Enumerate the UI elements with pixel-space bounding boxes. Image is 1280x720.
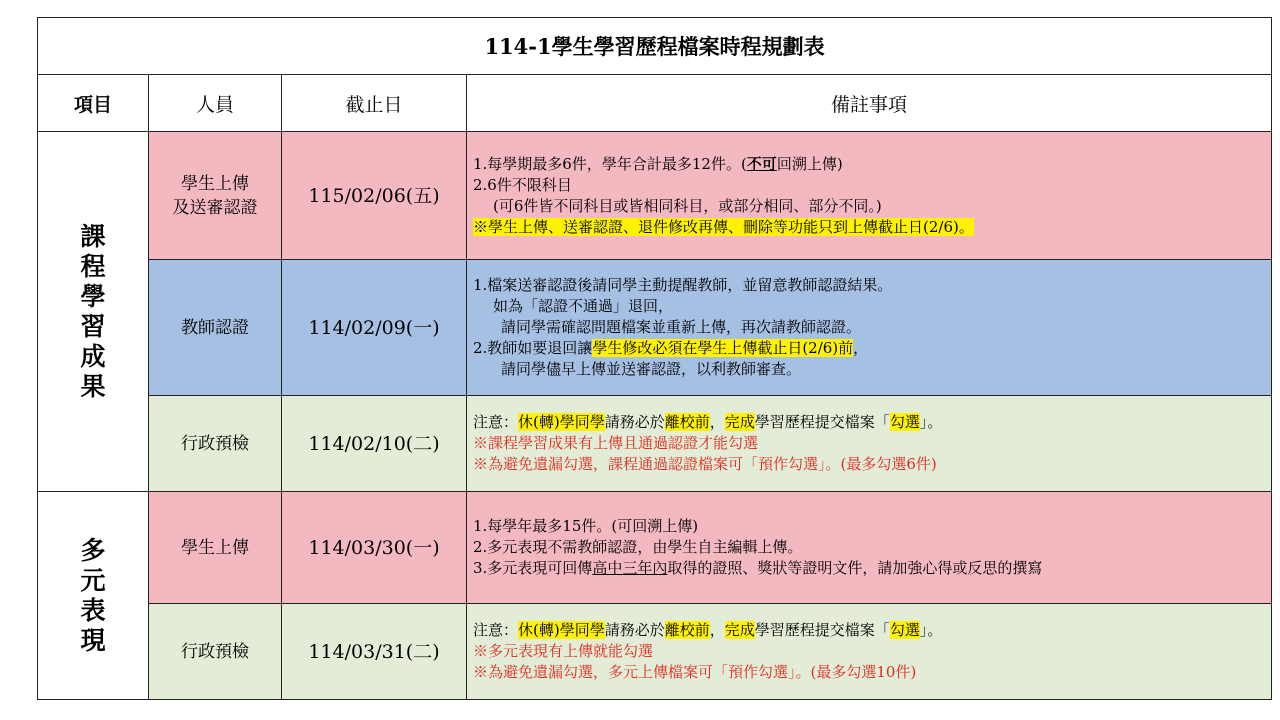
header-deadline: 截止日 — [282, 75, 467, 132]
category-course-results: 課 程 學 習 成 果 — [38, 132, 149, 492]
schedule-table — [37, 17, 1272, 700]
person-student-upload-review: 學生上傳 及送審認證 — [149, 132, 282, 260]
person-admin-precheck: 行政預檢 — [149, 604, 282, 700]
deadline-cell: 114/03/30(一) — [282, 492, 467, 604]
header-item: 項目 — [38, 75, 149, 132]
table-title: 114-1學生學習歷程檔案時程規劃表 — [38, 18, 1272, 75]
notes-cell: 1.每學年最多15件。(可回溯上傳) 2.多元表現不需教師認證，由學生自主編輯上傳。 3.多元表現可回傳高中三年內取得的證照、獎狀等證明文件，請加強心得或反思的撰寫 — [467, 492, 1272, 604]
deadline-cell: 114/03/31(二) — [282, 604, 467, 700]
person-teacher-certify: 教師認證 — [149, 260, 282, 396]
category-diverse-performance: 多 元 表 現 — [38, 492, 149, 700]
deadline-cell: 114/02/09(一) — [282, 260, 467, 396]
deadline-cell: 115/02/06(五) — [282, 132, 467, 260]
header-notes: 備註事項 — [467, 75, 1272, 132]
notes-cell: 1.檔案送審認證後請同學主動提醒教師，並留意教師認證結果。 如為「認證不通過」退回， 請同學需確認問題檔案並重新上傳，再次請教師認證。 2.教師如要退回讓學生修改必須在學生上傳截止日(2/6)前， 請同學儘早上傳並送審認證，以利教師審查。 — [467, 260, 1272, 396]
notes-cell: 注意：休(轉)學同學請務必於離校前，完成學習歷程提交檔案「勾選」。 ※課程學習成果有上傳且通過認證才能勾選 ※為避免遺漏勾選，課程通過認證檔案可「預作勾選」。(最多勾選6件) — [467, 396, 1272, 492]
notes-cell: 1.每學期最多6件，學年合計最多12件。(不可回溯上傳) 2.6件不限科目 (可6件皆不同科目或皆相同科目，或部分相同、部分不同。) ※學生上傳、送審認證、退件修改再傳、刪除等功能只到上傳截止日(2/6)。 — [467, 132, 1272, 260]
person-student-upload: 學生上傳 — [149, 492, 282, 604]
deadline-cell: 114/02/10(二) — [282, 396, 467, 492]
person-admin-precheck: 行政預檢 — [149, 396, 282, 492]
notes-cell: 注意：休(轉)學同學請務必於離校前，完成學習歷程提交檔案「勾選」。 ※多元表現有上傳就能勾選 ※為避免遺漏勾選，多元上傳檔案可「預作勾選」。(最多勾選10件) — [467, 604, 1272, 700]
header-person: 人員 — [149, 75, 282, 132]
